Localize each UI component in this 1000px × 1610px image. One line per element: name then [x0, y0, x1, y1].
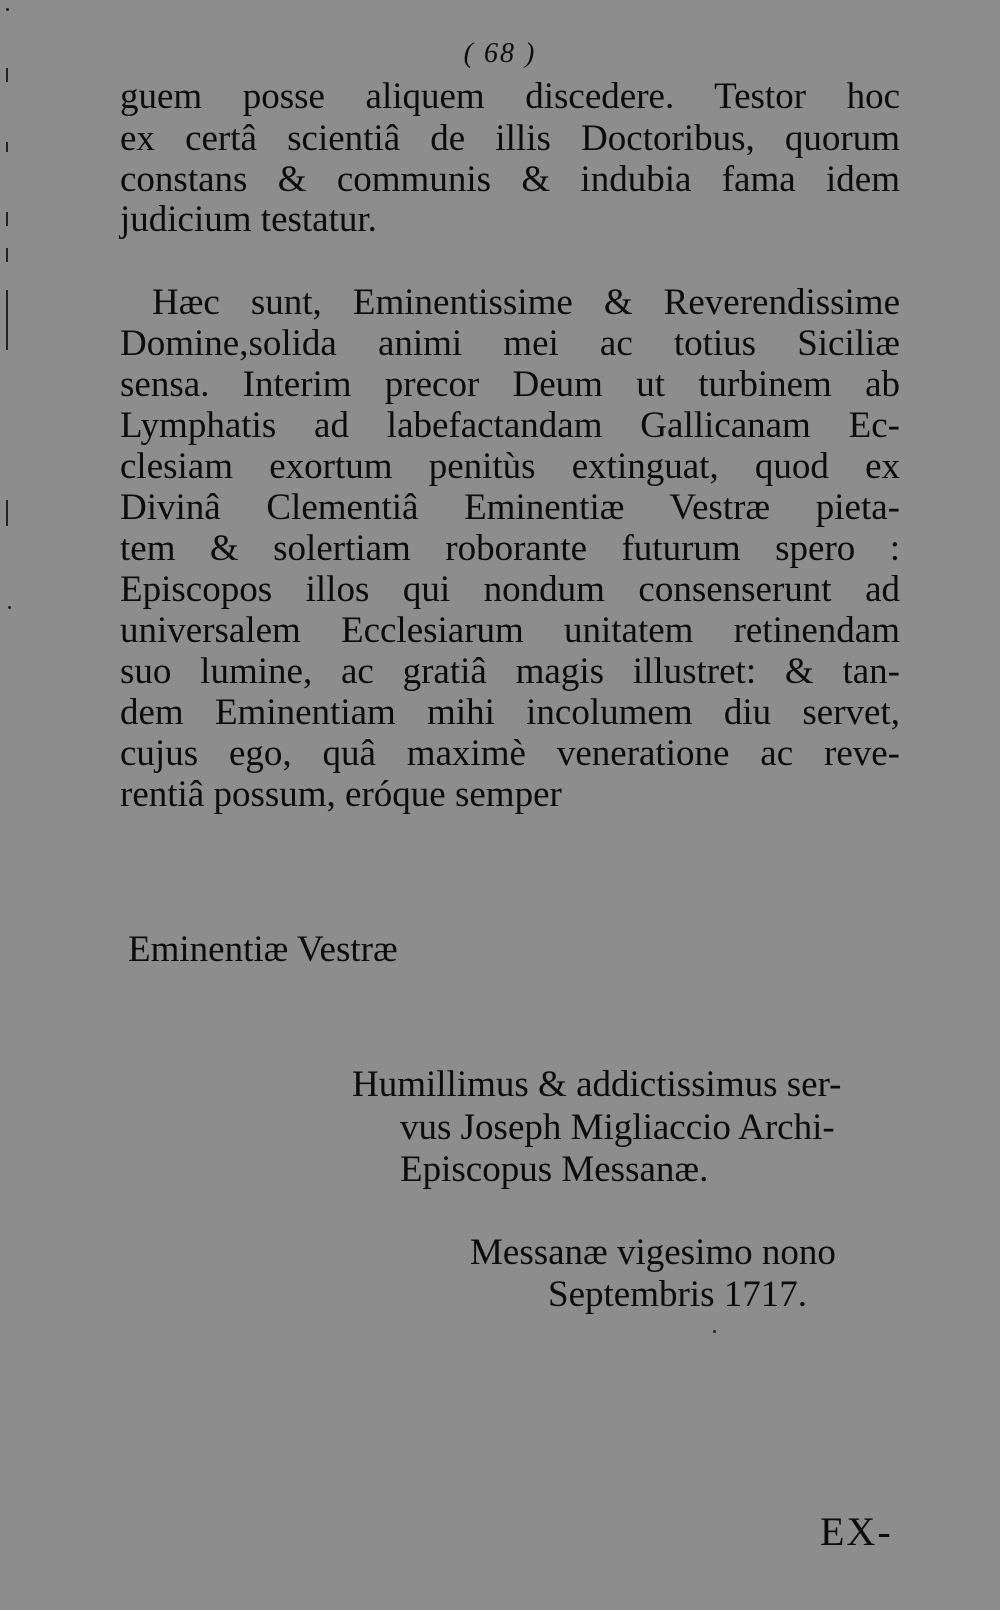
text-line: Hæc sunt, Eminentissime & Reverendissime — [152, 282, 900, 323]
scan-speck — [8, 606, 11, 609]
text-line: Divinâ Clementiâ Eminentiæ Vestræ pieta- — [120, 487, 900, 528]
scan-mark — [6, 290, 8, 350]
scan-speck — [6, 8, 9, 11]
text-line: tem & solertiam roborante futurum spero : — [120, 528, 900, 569]
text-line: universalem Ecclesiarum unitatem retinendam — [120, 610, 900, 651]
signature-line: vus Joseph Migliaccio Archi- — [400, 1107, 835, 1148]
dateline: Septembris 1717. — [548, 1274, 807, 1315]
closing-salutation: Eminentiæ Vestræ — [128, 929, 398, 970]
text-line: judicium testatur. — [120, 199, 377, 240]
text-line: dem Eminentiam mihi incolumem diu servet, — [120, 692, 900, 733]
text-line: Lymphatis ad labefactandam Gallicanam Ec- — [120, 405, 900, 446]
page-number: ( 68 ) — [463, 38, 537, 69]
text-line: suo lumine, ac gratiâ magis illustret: & tan- — [120, 651, 900, 692]
scan-speck — [713, 1330, 716, 1333]
scan-mark — [6, 68, 8, 82]
text-line: rentiâ possum, eróque semper — [120, 774, 562, 815]
text-line: clesiam exortum penitùs extinguat, quod ex — [120, 446, 900, 487]
text-line: guem posse aliquem discedere. Testor hoc — [120, 76, 900, 117]
scan-mark — [6, 248, 8, 262]
catchword: EX- — [820, 1509, 893, 1554]
text-line: cujus ego, quâ maximè veneratione ac reve- — [120, 733, 900, 774]
text-line: Domine,solida animi mei ac totius Siciliæ — [120, 323, 900, 364]
scan-mark — [6, 142, 8, 152]
text-line: Episcopos illos qui nondum consenserunt ad — [120, 569, 900, 610]
text-line: sensa. Interim precor Deum ut turbinem ab — [120, 364, 900, 405]
signature-line: Episcopus Messanæ. — [400, 1149, 709, 1190]
dateline: Messanæ vigesimo nono — [470, 1232, 836, 1273]
scan-mark — [6, 212, 8, 226]
text-line: constans & communis & indubia fama idem — [120, 159, 900, 200]
scan-mark — [6, 500, 8, 526]
text-line: ex certâ scientiâ de illis Doctoribus, quorum — [120, 118, 900, 159]
signature-line: Humillimus & addictissimus ser- — [352, 1064, 842, 1105]
